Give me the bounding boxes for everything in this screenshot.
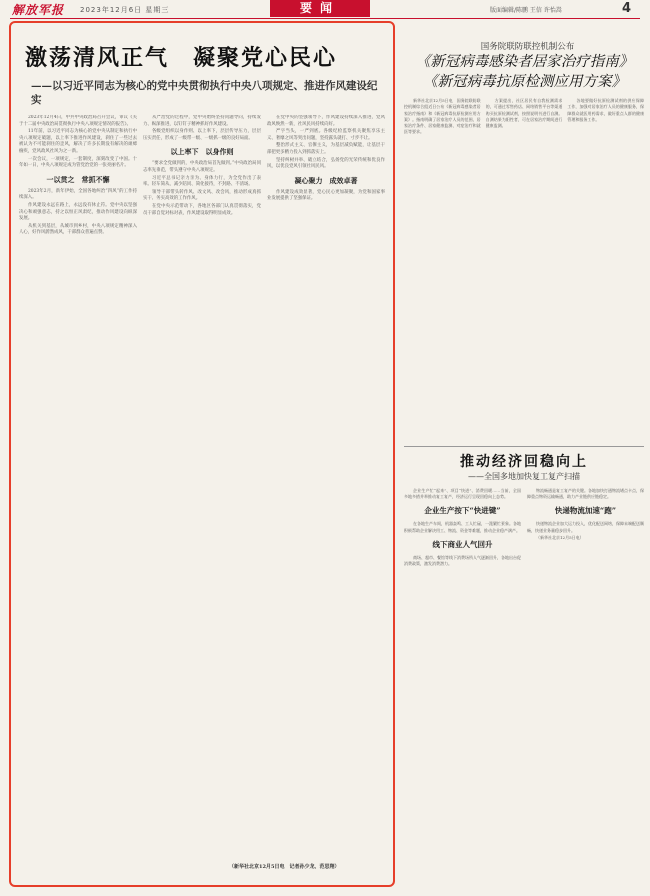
masthead-rule [10,18,640,19]
section-heading: 线下商业人气回升 [432,539,493,549]
right-top-title-line-1: 《新冠病毒感染者居家治疗指南》 [415,54,634,70]
issue-date: 2023年12月6日 星期三 [80,6,170,14]
paragraph: 在党中央示范带动下，各地区各部门认真贯彻落实，党员干部自觉对标对表，作风建设取得明显成效。 [143,203,261,216]
right-bottom-title: 推动经济回稳向上 [460,454,588,470]
main-article-columns [19,115,385,860]
paragraph: 2023年12月4日，中共中央政治局召开会议，审议《关于十二届中央政治局贯彻执行中央八项规定情况的报告》。 [19,115,137,127]
section-heading: 凝心聚力 成效卓著 [294,175,358,185]
right-top-title-line-2: 《新冠病毒抗原检测应用方案》 [423,74,626,90]
paragraph: 快递物流企业加大运力投入，优化配送网络，保障末端配送顺畅，快递业务量稳步回升。 [527,521,644,533]
paragraph: 商场、超市、餐馆等线下消费场所人气逐渐回升，各地出台促消费政策，激发消费潜力。 [404,554,521,567]
paragraph: 从机关到基层，从城市到乡村，中央八项规定精神深入人心，好作风蔚然成风，干部群众普遍点赞。 [19,223,137,236]
masthead [0,0,650,18]
main-article-column-1 [19,115,137,860]
paragraph: “要求全党做到的，中央政治局首先做到。”中央政治局同志率先垂范，带头遵守中央八项规定。 [143,161,261,173]
main-article-box [9,21,395,887]
right-top-columns [404,98,644,443]
section-heading: 以上率下 以身作则 [170,147,234,157]
section-heading: 企业生产按下“快进键” [424,506,501,516]
paragraph: 在党中央的坚强领导下，作风建设持续深入推进，党风政风焕然一新，社风民风持续向好。 [267,115,385,127]
main-article-title: 激荡清风正气 凝聚党心民心 [25,46,338,71]
right-bottom-columns [404,488,644,888]
paragraph: 从严治党的过程中，党中央始终坚持问题导向，持续发力、纵深推进，以钉钉子精神抓好作风建设。 [143,115,261,127]
paragraph: 作风建设成效显著，党心民心更加凝聚，为党和国家事业发展提供了坚强保证。 [267,189,385,202]
article-separator [404,446,644,447]
article-byline: （新华社北京12月5日电） [536,534,584,540]
paragraph: 企业生产忙“起来”、项目“快进”、消费回暖……当前，全国多地多措并举推动复工复产，经济运行呈现回稳向上态势。 [404,488,521,500]
paragraph: 作风建设永远在路上，永远没有休止符。党中央以坚强决心和顽强意志，持之以恒正风肃纪，推动作风建设向纵深发展。 [19,202,137,222]
paragraph: 11年前，以习近平同志为核心的党中央从制定和执行中央八项规定破题，以上率下推进作风建设，刹住了一些过去被认为不可能刹住的歪风，解决了许多长期没有解决的顽瘴痼疾，党风政风社风为之一新。 [19,129,137,154]
paragraph: 领导干部带头转作风、改文风、改会风，推动形成真抓实干、务实高效的工作作风。 [143,189,261,202]
paragraph: 严字当头，一严到底。各级纪检监察机关聚焦享乐主义、奢靡之风等突出问题，坚持露头就打、寸步不让。 [267,129,385,141]
main-article-column-3 [267,115,385,860]
page-editors: 版面编辑/陈鹏 王信 许怡嵩 [490,7,562,14]
article-byline: （新华社北京12月5日电 记者孙少龙、范思翔） [229,864,340,870]
right-top-title [402,52,647,92]
paragraph: 2023年2月，新年伊始，全国各地纠治“四风”的工作持续深入。 [19,188,137,201]
section-tag: 要闻 [270,0,370,17]
paragraph: 坚持纠树并举、破立结合，弘扬党的光荣传统和优良作风，以优良党风引领社风民风。 [267,157,385,170]
paragraph: 整治形式主义、官僚主义，为基层减负赋能，让基层干部把更多精力投入到抓落实上。 [267,143,385,155]
paragraph: 一次会议，一项规定，一套制度，深刻改变了中国。十年如一日，中央八项规定成为管党治党的一张亮丽名片。 [19,156,137,169]
main-article-subtitle: ——以习近平同志为核心的党中央贯彻执行中央八项规定、推进作风建设纪实 [31,80,378,106]
newspaper-logo: 解放军报 [12,3,65,17]
section-heading: 一以贯之 常抓不懈 [46,174,110,184]
paragraph: 各级党组织以身作则、以上率下，层层传导压力，层层压实责任，形成了一级带一级、一级抓一级的良好局面。 [143,129,261,141]
paragraph: 在各地生产车间，机器轰鸣、工人忙碌，一派繁忙景象。各地积极帮助企业解决用工、物流、资金等难题，推动企业稳产满产。 [404,521,521,533]
right-top-column-1 [404,98,481,443]
page-number: 4 [622,1,632,16]
paragraph: 各地要做好抗原检测试剂的供应保障工作，加强对居家治疗人员的健康服务，保障群众就医用药需求，做好重点人群的健康管理和服务工作。 [567,98,645,122]
right-bottom-column-1 [404,488,521,888]
right-top-column-3 [567,98,644,443]
section-heading: 快递物流加速“跑” [554,506,617,516]
main-article-column-2 [143,115,261,860]
paragraph: 习近平总书记亲力亲为、身体力行，为全党作出了表率。轻车简从、减少陪同、简化接待，不封路、不清场。 [143,175,261,188]
paragraph: 物流畅通是复工复产的关键。各地加快打通物流堵点卡点，保障重点物资运输畅通，助力产业链供应链稳定。 [527,488,644,500]
right-top-kicker: 国务院联防联控机制公布 [480,42,575,52]
paragraph: 新华社北京12月5日电 国务院联防联控机制综合组近日公布《新冠病毒感染者居家治疗指南》和《新冠病毒抗原检测应用方案》。指南明确了居家治疗人员的范围、居家治疗条件、居家健康监测、对症治疗和就医等要求。 [404,98,481,135]
right-bottom-subtitle: ——全国多地加快复工复产扫描 [468,472,580,481]
right-top-column-2 [486,98,563,443]
right-bottom-column-2 [527,488,644,888]
paragraph: 方案提出，社区居民有自我检测需求的，可通过零售药店、网络销售平台等渠道购买抗原检测试剂，按照说明书进行自测。自测结果为阳性者，可在居家治疗期间进行健康监测。 [485,98,563,129]
